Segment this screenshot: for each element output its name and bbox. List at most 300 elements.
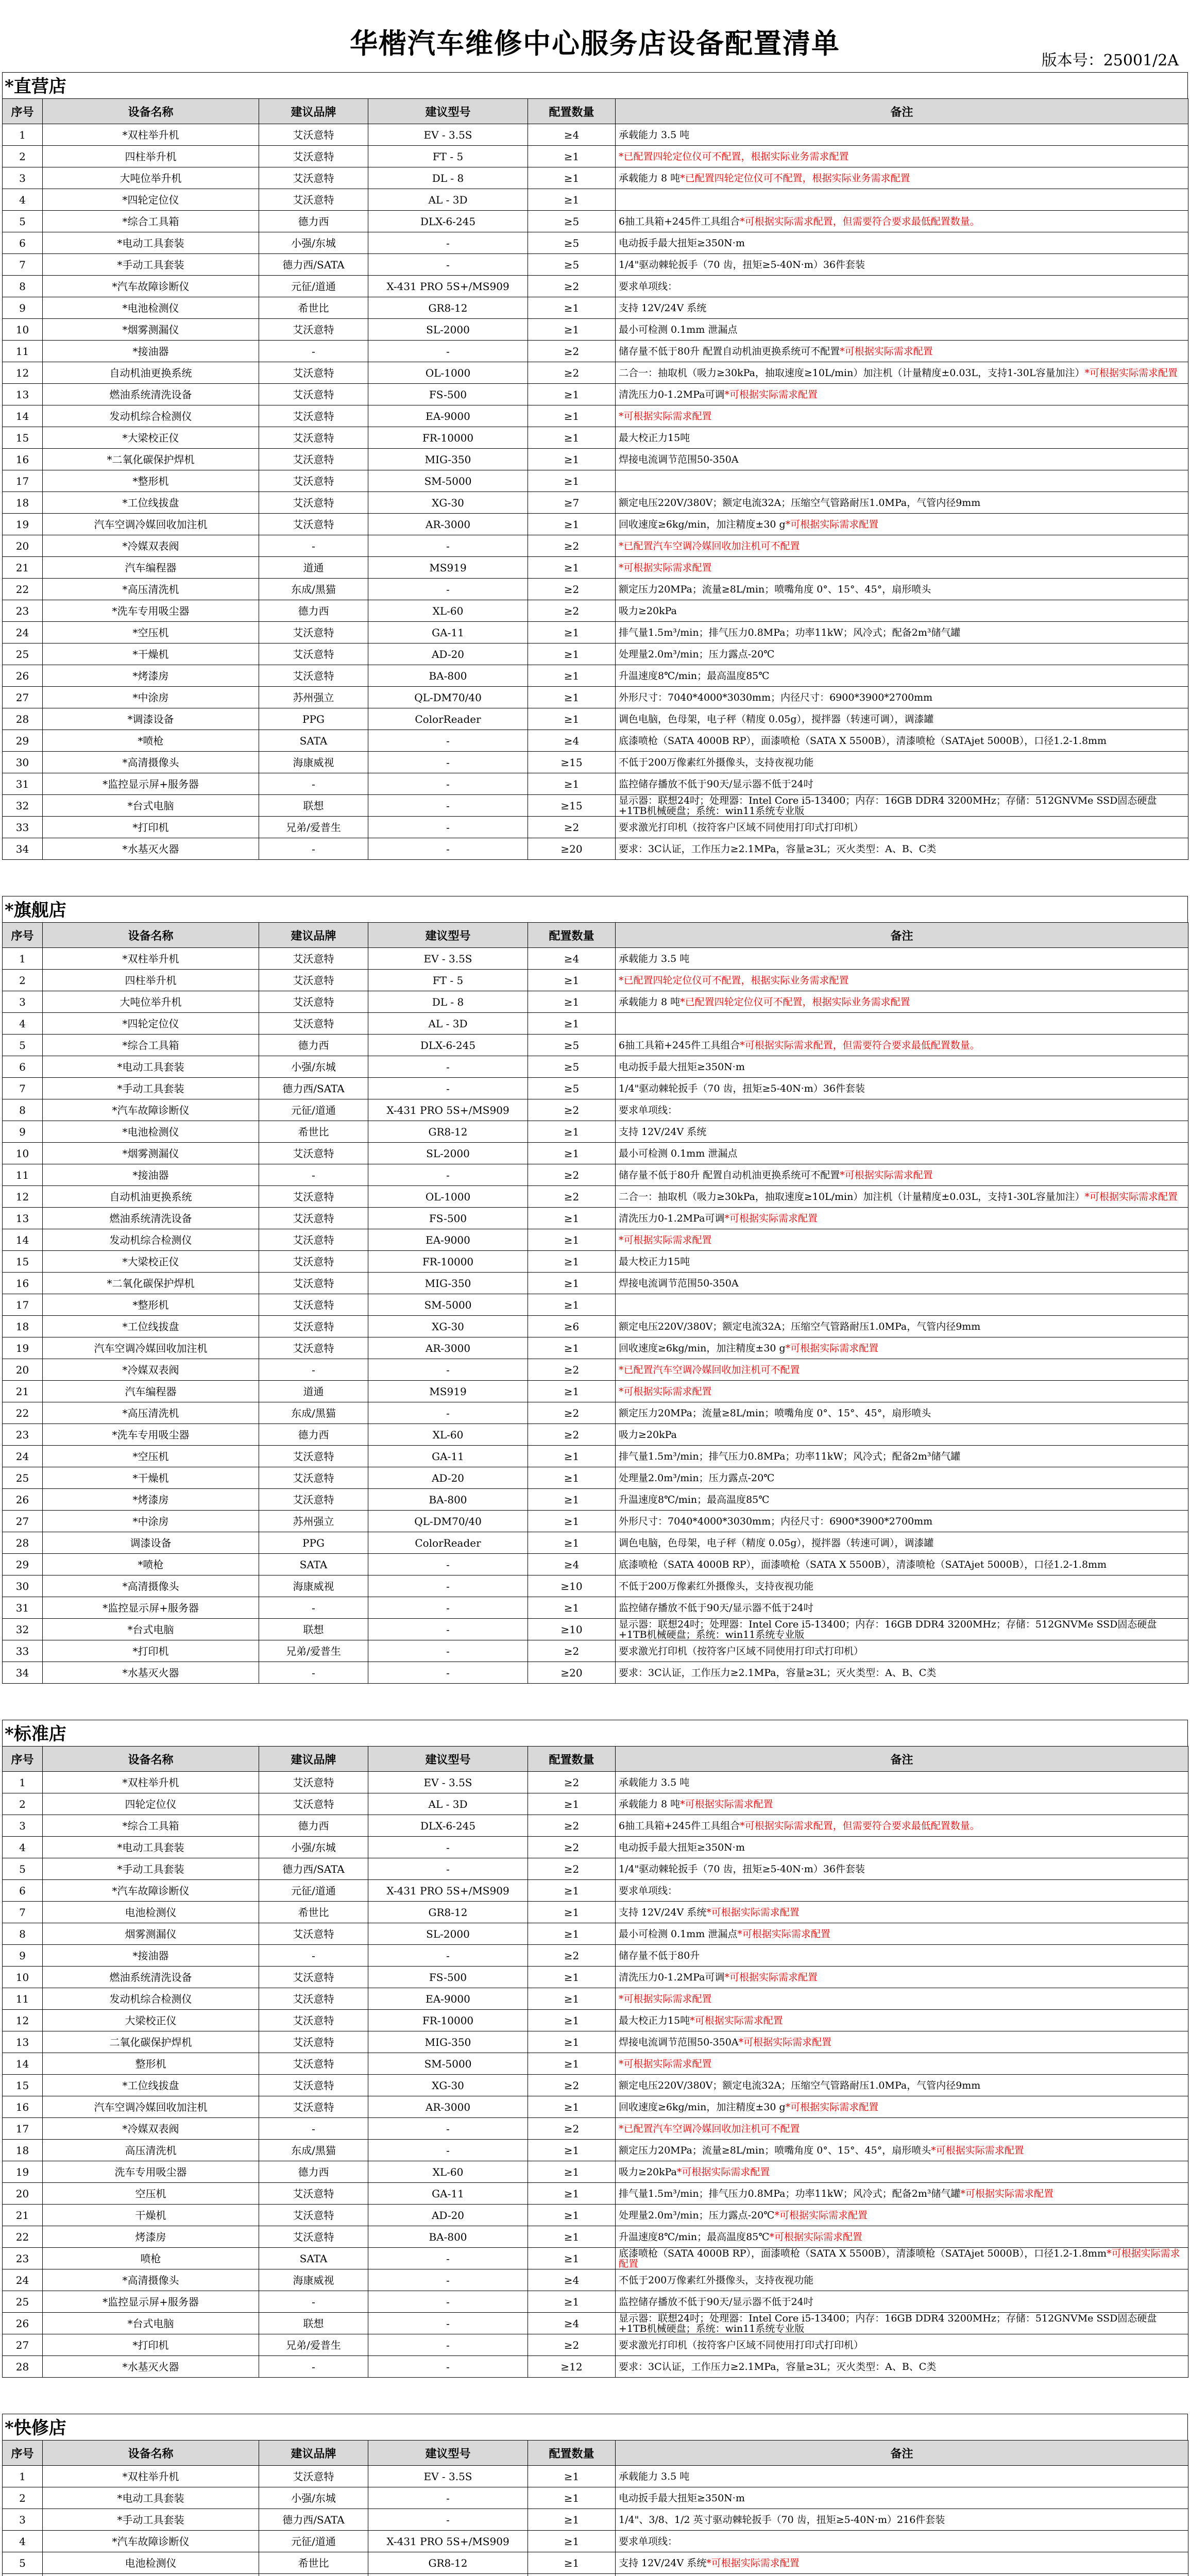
table-row — [3, 2269, 1188, 2291]
table-row — [3, 1858, 1188, 1880]
brand: 艾沃意特 — [259, 2075, 368, 2096]
table-row — [3, 730, 1188, 752]
note-remark: *可根据实际需求配置 — [840, 1169, 933, 1181]
equipment-name: 烟雾测漏仪 — [43, 1923, 259, 1945]
quantity: ≥2 — [528, 2075, 616, 2096]
equipment-name: 电池检测仪 — [43, 2552, 259, 2574]
table-row — [3, 2574, 1188, 2576]
brand: 海康威视 — [259, 2269, 368, 2291]
note-cell — [616, 276, 1188, 297]
equipment-name: 燃油系统清洗设备 — [43, 384, 259, 405]
table-row — [3, 1251, 1188, 1273]
row-index: 23 — [3, 600, 43, 622]
brand: - — [259, 838, 368, 860]
brand: PPG — [259, 708, 368, 730]
quantity: ≥1 — [528, 687, 616, 708]
model: - — [368, 1640, 528, 1662]
model: OL-1000 — [368, 1186, 528, 1208]
row-index: 29 — [3, 1554, 43, 1575]
quantity: ≥2 — [528, 1945, 616, 1967]
note-text: 承载能力 3.5 吨 — [619, 1776, 690, 1788]
quantity: ≥2 — [528, 579, 616, 600]
note-text: 不低于200万像素红外摄像头，支持夜视功能 — [619, 2274, 814, 2286]
note-cell — [616, 2334, 1188, 2356]
table-row — [3, 1837, 1188, 1858]
note-remark: *已配置四轮定位仪可不配置，根据实际业务需求配置 — [680, 996, 910, 1008]
table-row — [3, 514, 1188, 535]
table-row — [3, 1554, 1188, 1575]
brand: 艾沃意特 — [259, 146, 368, 167]
table-row — [3, 1923, 1188, 1945]
note-cell — [616, 2487, 1188, 2509]
section-title: *标准店 — [2, 1720, 1188, 1746]
note-cell — [616, 2531, 1188, 2552]
model: EV - 3.5S — [368, 1772, 528, 1793]
header-brand: 建议品牌 — [259, 923, 368, 948]
note-text: 焊接电流调节范围50-350A — [619, 2036, 739, 2048]
row-index: 5 — [3, 1858, 43, 1880]
model: FS-500 — [368, 384, 528, 405]
note-cell — [616, 1532, 1188, 1554]
table-row — [3, 1772, 1188, 1793]
brand: 艾沃意特 — [259, 124, 368, 146]
note-text: 1/4"驱动棘轮扳手（70 齿，扭矩≥5-40N·m）36件套装 — [619, 1082, 865, 1094]
brand: 艾沃意特 — [259, 1273, 368, 1294]
brand: 艾沃意特 — [259, 1251, 368, 1273]
quantity: ≥1 — [528, 2248, 616, 2269]
note-text: 支持 12V/24V 系统 — [619, 302, 707, 314]
quantity: ≥1 — [528, 1229, 616, 1251]
quantity: ≥1 — [528, 146, 616, 167]
quantity: ≥1 — [528, 2161, 616, 2183]
row-index: 30 — [3, 1575, 43, 1597]
row-index: 20 — [3, 535, 43, 557]
equipment-name — [43, 2574, 259, 2576]
model: - — [368, 1164, 528, 1186]
quantity: ≥2 — [528, 600, 616, 622]
model: MIG-350 — [368, 2031, 528, 2053]
equipment-name: *洗车专用吸尘器 — [43, 600, 259, 622]
brand: 艾沃意特 — [259, 1208, 368, 1229]
note-remark: *可根据实际需求配置 — [785, 1342, 879, 1354]
brand: 艾沃意特 — [259, 2205, 368, 2226]
header-brand: 建议品牌 — [259, 2441, 368, 2466]
note-cell — [616, 211, 1188, 232]
brand: 艾沃意特 — [259, 405, 368, 427]
equipment-name: 四柱举升机 — [43, 146, 259, 167]
equipment-name: *水基灭火器 — [43, 1662, 259, 1684]
header-qty: 配置数量 — [528, 1747, 616, 1772]
note-cell — [616, 2205, 1188, 2226]
table-row — [3, 2291, 1188, 2313]
brand: 海康威视 — [259, 752, 368, 773]
note-remark: *可根据实际需求配置 — [737, 1928, 830, 1940]
quantity: ≥2 — [528, 1099, 616, 1121]
note-text: 6抽工具箱+245件工具组合 — [619, 1039, 740, 1051]
brand: 艾沃意特 — [259, 362, 368, 384]
note-remark: *可根据实际需求配置 — [619, 1385, 712, 1397]
brand: 艾沃意特 — [259, 1316, 368, 1337]
brand: 艾沃意特 — [259, 1229, 368, 1251]
model: DLX-6-245 — [368, 211, 528, 232]
table-row — [3, 1880, 1188, 1902]
quantity: ≥2 — [528, 1640, 616, 1662]
brand: 艾沃意特 — [259, 2031, 368, 2053]
brand: 艾沃意特 — [259, 1988, 368, 2010]
note-cell — [616, 1359, 1188, 1381]
model: ColorReader — [368, 1532, 528, 1554]
equipment-name: *综合工具箱 — [43, 1035, 259, 1056]
note-cell — [616, 492, 1188, 514]
note-cell — [616, 1273, 1188, 1294]
row-index: 17 — [3, 1294, 43, 1316]
quantity: ≥10 — [528, 1575, 616, 1597]
note-cell — [616, 2053, 1188, 2075]
model: MIG-350 — [368, 449, 528, 470]
header-name: 设备名称 — [43, 1747, 259, 1772]
note-text: 回收速度≥6kg/min，加注精度±30 g — [619, 518, 786, 530]
equipment-name: 汽车空调冷媒回收加注机 — [43, 2096, 259, 2118]
header-qty: 配置数量 — [528, 99, 616, 124]
model: - — [368, 579, 528, 600]
quantity: ≥1 — [528, 1446, 616, 1467]
model: - — [368, 2140, 528, 2161]
note-text: 外形尺寸：7040*4000*3030mm；内径尺寸：6900*3900*2700mm — [619, 691, 933, 703]
note-cell — [616, 622, 1188, 643]
model: - — [368, 341, 528, 362]
equipment-name: *二氧化碳保护焊机 — [43, 1273, 259, 1294]
note-text: 处理量2.0m³/min；压力露点-20℃ — [619, 2209, 775, 2221]
equipment-name: 发动机综合检测仪 — [43, 405, 259, 427]
table-row — [3, 752, 1188, 773]
row-index: 20 — [3, 2183, 43, 2205]
note-remark: *可根据实际需求配置 — [619, 1993, 712, 2005]
model: FR-10000 — [368, 2010, 528, 2031]
equipment-name: *工位线拔盘 — [43, 2075, 259, 2096]
model: - — [368, 817, 528, 838]
row-index: 2 — [3, 146, 43, 167]
equipment-name: 洗车专用吸尘器 — [43, 2161, 259, 2183]
table-row — [3, 341, 1188, 362]
model: GA-11 — [368, 2183, 528, 2205]
note-text: 最大校正力15吨 — [619, 2014, 690, 2026]
note-cell — [616, 643, 1188, 665]
equipment-name: 发动机综合检测仪 — [43, 1229, 259, 1251]
quantity: ≥1 — [528, 1208, 616, 1229]
note-text: 升温速度8℃/min；最高温度85℃ — [619, 670, 770, 682]
brand: 希世比 — [259, 2552, 368, 2574]
brand: - — [259, 773, 368, 795]
header-qty: 配置数量 — [528, 2441, 616, 2466]
note-text: 二合一：抽取机（吸力≥30kPa，抽取速度≥10L/min）加注机（计量精度±0.03L，支持1-30L容量加注） — [619, 1191, 1085, 1202]
note-text: 调色电脑，色母架，电子秤（精度 0.05g），搅拌器（转速可调），调漆罐 — [619, 713, 934, 725]
equipment-name: 调漆设备 — [43, 1532, 259, 1554]
note-text: 承载能力 8 吨 — [619, 172, 681, 184]
brand: 道通 — [259, 557, 368, 579]
note-text: 额定电压220V/380V；额定电流32A；压缩空气管路耐压1.0MPa，气管内径9mm — [619, 1320, 981, 1332]
equipment-name: *接油器 — [43, 341, 259, 362]
note-cell — [616, 297, 1188, 319]
note-text: 要求：3C认证，工作压力≥2.1MPa，容量≥3L；灭火类型：A、B、C类 — [619, 1667, 937, 1679]
row-index: 34 — [3, 838, 43, 860]
quantity: ≥1 — [528, 405, 616, 427]
equipment-name: *高压清洗机 — [43, 579, 259, 600]
model: SL-2000 — [368, 1143, 528, 1164]
note-cell — [616, 362, 1188, 384]
note-text: 要求激光打印机（按符客户区域不同使用打印式打印机） — [619, 2339, 864, 2351]
row-index: 28 — [3, 708, 43, 730]
row-index: 5 — [3, 2552, 43, 2574]
model: - — [368, 730, 528, 752]
equipment-name: *大梁校正仪 — [43, 427, 259, 449]
equipment-name: *综合工具箱 — [43, 211, 259, 232]
brand: 德力西 — [259, 1035, 368, 1056]
note-text: 要求单项线： — [619, 1885, 678, 1896]
row-index: 23 — [3, 2248, 43, 2269]
note-remark: *可根据实际需求配置 — [619, 410, 712, 422]
brand: 联想 — [259, 795, 368, 817]
quantity: ≥1 — [528, 2096, 616, 2118]
quantity: ≥1 — [528, 2291, 616, 2313]
row-index: 27 — [3, 1511, 43, 1532]
equipment-name: 二氧化碳保护焊机 — [43, 2031, 259, 2053]
version-number: 版本号：25001/2A — [1041, 52, 1179, 70]
equipment-name: 大吨位举升机 — [43, 167, 259, 189]
table-row — [3, 2531, 1188, 2552]
row-index: 34 — [3, 1662, 43, 1684]
note-remark: *已配置四轮定位仪可不配置，根据实际业务需求配置 — [619, 150, 849, 162]
note-cell — [616, 1619, 1188, 1640]
note-cell — [616, 1424, 1188, 1446]
quantity: ≥1 — [528, 991, 616, 1013]
note-cell — [616, 708, 1188, 730]
equipment-name: 四轮定位仪 — [43, 1793, 259, 1815]
note-cell — [616, 2291, 1188, 2313]
note-text: 底漆喷枪（SATA 4000B RP），面漆喷枪（SATA X 5500B），清漆喷枪（SATAjet 5000B），口径1.2-1.8mm — [619, 2247, 1107, 2259]
note-remark: *可根据实际需求配置 — [840, 345, 933, 357]
model: GA-11 — [368, 1446, 528, 1467]
quantity: ≥1 — [528, 1988, 616, 2010]
note-cell — [616, 1793, 1188, 1815]
note-text: 显示器：联想24吋；处理器：Intel Core i5-13400；内存：16GB DDR4 3200MHz；存储：512GNVMe SSD固态硬盘+1TB机械硬盘；系统：win11系统专业版 — [619, 2312, 1157, 2334]
note-text: 焊接电流调节范围50-350A — [619, 1277, 739, 1289]
model: - — [368, 2334, 528, 2356]
row-index: 7 — [3, 1078, 43, 1099]
row-index: 28 — [3, 2356, 43, 2378]
note-text: 排气量1.5m³/min；排气压力0.8MPa；功率11kW；风冷式；配备2m³储气罐 — [619, 1450, 961, 1462]
row-index: 22 — [3, 1402, 43, 1424]
equipment-table — [2, 98, 1188, 860]
document — [2, 0, 1188, 2576]
note-text: 承载能力 3.5 吨 — [619, 953, 690, 964]
note-cell — [616, 2075, 1188, 2096]
model: XL-60 — [368, 1424, 528, 1446]
note-cell — [616, 1597, 1188, 1619]
table-row — [3, 1793, 1188, 1815]
note-text: 最小可检测 0.1mm 泄漏点 — [619, 324, 738, 335]
table-row — [3, 1078, 1188, 1099]
note-text: 支持 12V/24V 系统 — [619, 1906, 707, 1918]
row-index: 1 — [3, 948, 43, 970]
row-index: 31 — [3, 1597, 43, 1619]
model: FS-500 — [368, 1208, 528, 1229]
row-index: 31 — [3, 773, 43, 795]
brand: - — [259, 341, 368, 362]
section-title: *直营店 — [2, 72, 1188, 98]
note-cell — [616, 1316, 1188, 1337]
quantity: ≥15 — [528, 795, 616, 817]
note-cell — [616, 579, 1188, 600]
table-row — [3, 384, 1188, 405]
note-remark: *可根据实际需求配置 — [931, 2144, 1024, 2156]
model: GR8-12 — [368, 1902, 528, 1923]
model: AD-20 — [368, 1467, 528, 1489]
model: EV - 3.5S — [368, 124, 528, 146]
row-index: 19 — [3, 2161, 43, 2183]
model: - — [368, 1837, 528, 1858]
brand: 德力西/SATA — [259, 1078, 368, 1099]
note-cell — [616, 1489, 1188, 1511]
row-index: 11 — [3, 341, 43, 362]
brand: 艾沃意特 — [259, 2010, 368, 2031]
equipment-name: 大梁校正仪 — [43, 2010, 259, 2031]
brand: 元征/道通 — [259, 1099, 368, 1121]
quantity: ≥1 — [528, 167, 616, 189]
note-text: 显示器：联想24吋；处理器：Intel Core i5-13400；内存：16GB DDR4 3200MHz；存储：512GNVMe SSD固态硬盘+1TB机械硬盘；系统：win11系统专业版 — [619, 1618, 1157, 1640]
quantity: ≥1 — [528, 2531, 616, 2552]
brand: SATA — [259, 1554, 368, 1575]
note-text: 监控储存播放不低于90天/显示器不低于24吋 — [619, 778, 813, 790]
brand: 艾沃意特 — [259, 1967, 368, 1988]
header-brand: 建议品牌 — [259, 1747, 368, 1772]
quantity: ≥1 — [528, 1467, 616, 1489]
equipment-name: *洗车专用吸尘器 — [43, 1424, 259, 1446]
row-index: 10 — [3, 1143, 43, 1164]
model: - — [368, 1858, 528, 1880]
quantity: ≥4 — [528, 2269, 616, 2291]
note-cell — [616, 2574, 1188, 2576]
row-index: 17 — [3, 2118, 43, 2140]
equipment-name: *电动工具套装 — [43, 1056, 259, 1078]
row-index: 15 — [3, 427, 43, 449]
note-text: 回收速度≥6kg/min，加注精度±30 g — [619, 1342, 786, 1354]
row-index: 4 — [3, 2531, 43, 2552]
row-index: 3 — [3, 991, 43, 1013]
brand: 艾沃意特 — [259, 1294, 368, 1316]
quantity: ≥1 — [528, 514, 616, 535]
model: EV - 3.5S — [368, 948, 528, 970]
row-index: 11 — [3, 1164, 43, 1186]
quantity: ≥4 — [528, 948, 616, 970]
note-cell — [616, 1143, 1188, 1164]
equipment-name: *汽车故障诊断仪 — [43, 1880, 259, 1902]
model: FT - 5 — [368, 146, 528, 167]
note-cell — [616, 405, 1188, 427]
model: MS919 — [368, 1381, 528, 1402]
model: EA-9000 — [368, 1988, 528, 2010]
model: DL - 8 — [368, 167, 528, 189]
quantity: ≥12 — [528, 2356, 616, 2378]
note-cell — [616, 752, 1188, 773]
header-name: 设备名称 — [43, 2441, 259, 2466]
table-row — [3, 2356, 1188, 2378]
brand: 东成/黑猫 — [259, 1402, 368, 1424]
table-row — [3, 1273, 1188, 1294]
note-cell — [616, 2031, 1188, 2053]
table-row — [3, 1640, 1188, 1662]
brand: 艾沃意特 — [259, 1772, 368, 1793]
table-row — [3, 1121, 1188, 1143]
brand: 希世比 — [259, 297, 368, 319]
equipment-name: *干燥机 — [43, 1467, 259, 1489]
quantity: ≥5 — [528, 1035, 616, 1056]
note-text: 底漆喷枪（SATA 4000B RP），面漆喷枪（SATA X 5500B），清漆喷枪（SATAjet 5000B），口径1.2-1.8mm — [619, 1558, 1107, 1570]
table-header-row — [3, 2441, 1188, 2466]
quantity: ≥1 — [528, 643, 616, 665]
section-gap — [2, 860, 1188, 896]
note-cell — [616, 384, 1188, 405]
model: - — [368, 2356, 528, 2378]
table-row — [3, 427, 1188, 449]
brand: - — [259, 1164, 368, 1186]
model: ColorReader — [368, 708, 528, 730]
quantity: ≥1 — [528, 2140, 616, 2161]
note-text: 1/4"、3/8、1/2 英寸驱动棘轮扳手（70 齿，扭矩≥5-40N·m）216件套装 — [619, 2514, 945, 2526]
note-remark: *可根据实际需求配置 — [676, 2166, 770, 2178]
equipment-name: *空压机 — [43, 1446, 259, 1467]
brand: - — [259, 2291, 368, 2313]
model: - — [368, 2118, 528, 2140]
note-remark: *可根据实际需求配置 — [724, 1212, 818, 1224]
equipment-name: 空压机 — [43, 2183, 259, 2205]
brand: 艾沃意特 — [259, 948, 368, 970]
quantity: ≥6 — [528, 1316, 616, 1337]
equipment-name: *双柱举升机 — [43, 2466, 259, 2487]
quantity: ≥5 — [528, 232, 616, 254]
equipment-name: 干燥机 — [43, 2205, 259, 2226]
table-row — [3, 1337, 1188, 1359]
note-text: 最大校正力15吨 — [619, 1256, 690, 1267]
note-cell — [616, 773, 1188, 795]
note-text: 吸力≥20kPa — [619, 1429, 677, 1440]
row-index: 19 — [3, 514, 43, 535]
table-row — [3, 232, 1188, 254]
quantity: ≥1 — [528, 1967, 616, 1988]
model: XG-30 — [368, 2075, 528, 2096]
model: BA-800 — [368, 665, 528, 687]
row-index: 18 — [3, 492, 43, 514]
note-text: 要求：3C认证，工作压力≥2.1MPa，容量≥3L；灭火类型：A、B、C类 — [619, 2361, 937, 2372]
brand: 艾沃意特 — [259, 622, 368, 643]
header-note: 备注 — [616, 2441, 1188, 2466]
row-index: 4 — [3, 1837, 43, 1858]
brand: 艾沃意特 — [259, 643, 368, 665]
table-row — [3, 2096, 1188, 2118]
quantity: ≥4 — [528, 1554, 616, 1575]
note-cell — [616, 2183, 1188, 2205]
row-index: 33 — [3, 1640, 43, 1662]
row-index: 13 — [3, 1208, 43, 1229]
note-text: 最大校正力15吨 — [619, 432, 690, 444]
note-cell — [616, 1858, 1188, 1880]
table-row — [3, 2509, 1188, 2531]
note-text: 排气量1.5m³/min；排气压力0.8MPa；功率11kW；风冷式；配备2m³储气罐 — [619, 626, 961, 638]
note-cell — [616, 1186, 1188, 1208]
equipment-name: *电动工具套装 — [43, 1837, 259, 1858]
quantity: ≥2 — [528, 1858, 616, 1880]
equipment-name: *中涂房 — [43, 687, 259, 708]
row-index: 2 — [3, 970, 43, 991]
